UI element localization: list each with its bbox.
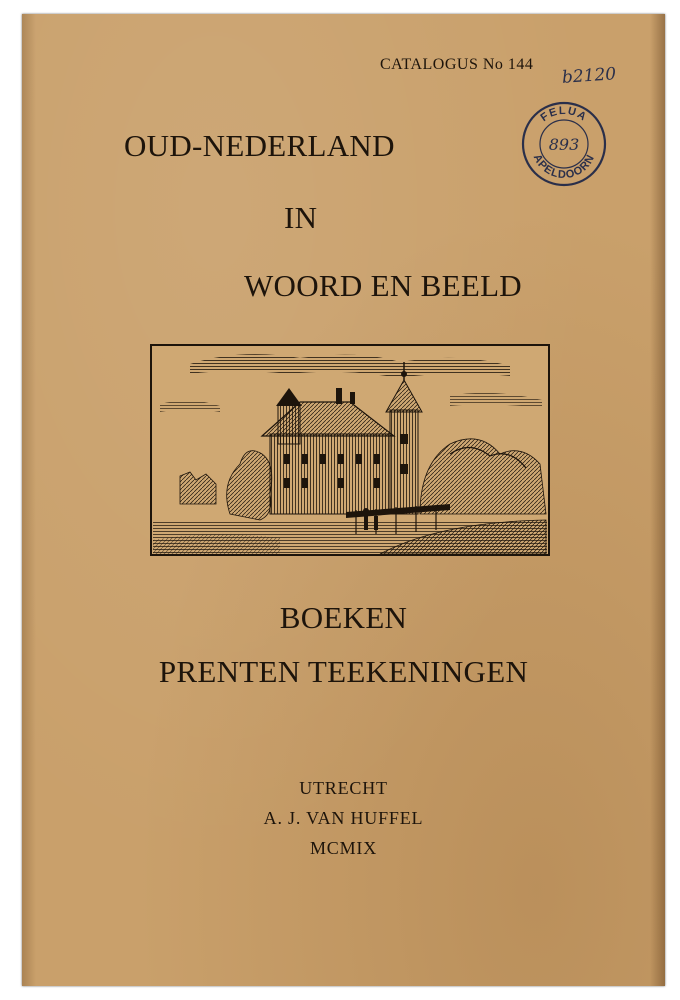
stamp-bottom-text: APELDOORN bbox=[530, 152, 598, 182]
subtitle-line-2: PRENTEN TEEKENINGEN bbox=[158, 654, 529, 689]
stamp-top-text: FELUA bbox=[538, 104, 590, 125]
castle-engraving-icon bbox=[150, 344, 550, 556]
imprint-publisher: A. J. VAN HUFFEL bbox=[263, 808, 424, 828]
title-line-2: IN bbox=[284, 200, 318, 235]
title-line-1: OUD-NEDERLAND bbox=[124, 128, 395, 163]
imprint-year: MCMIX bbox=[309, 838, 377, 858]
catalogue-number: CATALOGUS No 144 bbox=[380, 56, 534, 73]
stamp-number: 893 bbox=[548, 135, 580, 154]
imprint-city: UTRECHT bbox=[299, 778, 388, 798]
subtitle-line-1: BOEKEN bbox=[279, 600, 408, 635]
handwritten-note: b2120 bbox=[561, 64, 617, 88]
catalogue-cover bbox=[22, 14, 665, 986]
library-stamp bbox=[520, 100, 608, 188]
title-line-3: WOORD EN BEELD bbox=[244, 268, 522, 303]
